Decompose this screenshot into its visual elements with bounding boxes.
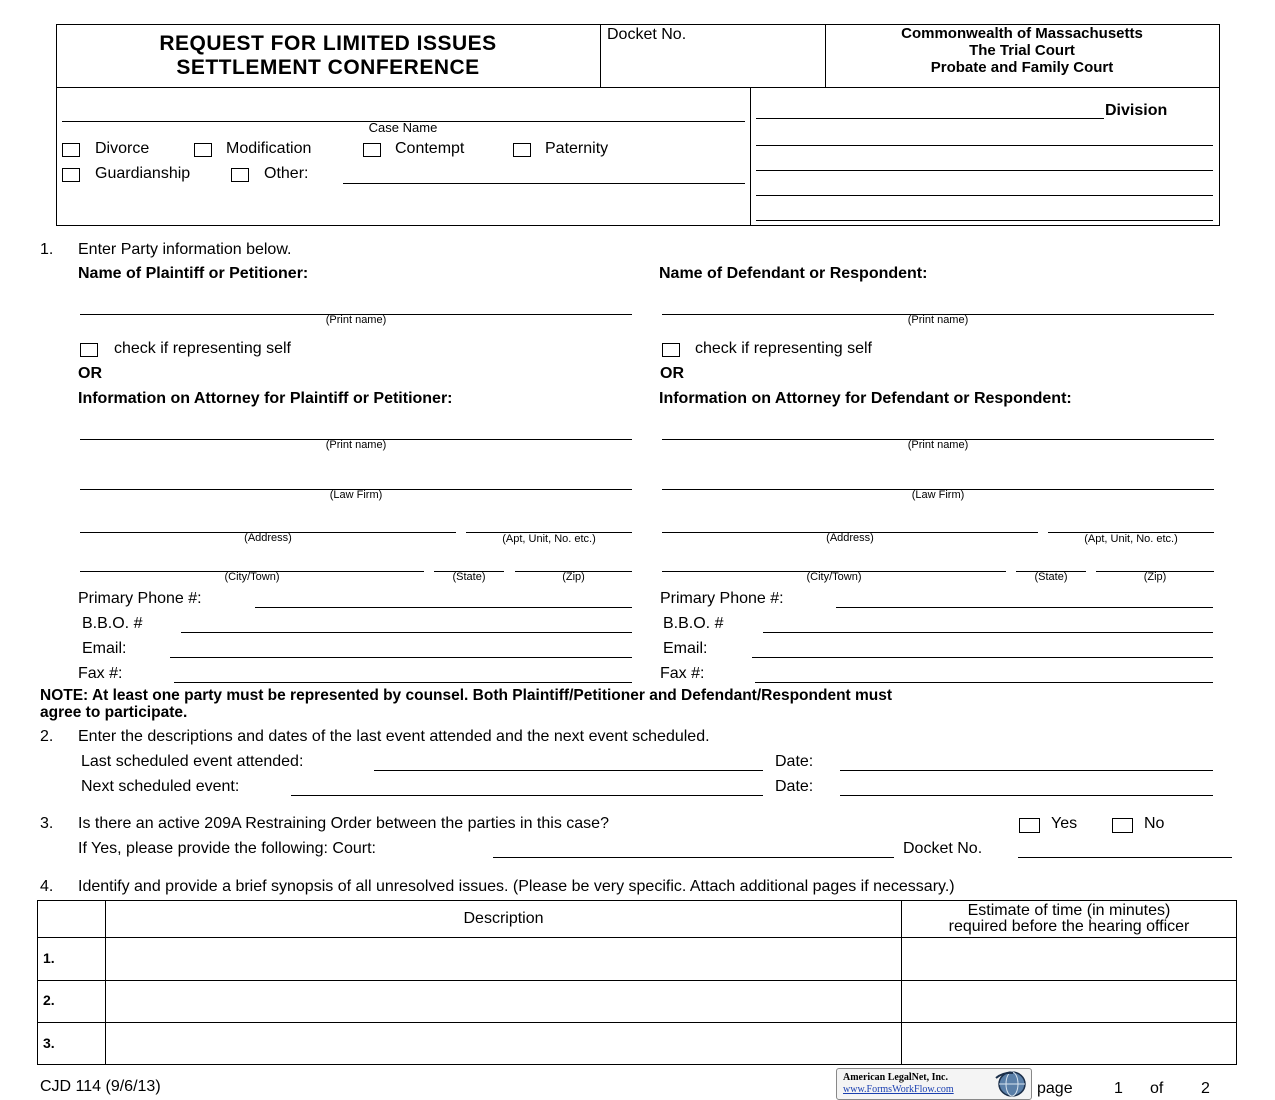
page-number: 1 <box>1114 1080 1123 1097</box>
contempt-label: Contempt <box>395 140 465 157</box>
header-divider-1 <box>600 24 601 88</box>
plaintiff-email-field[interactable] <box>170 657 632 658</box>
last-event-date-field[interactable] <box>840 770 1213 771</box>
next-event-field[interactable] <box>291 795 763 796</box>
plaintiff-self-checkbox[interactable] <box>80 343 98 357</box>
atty-defendant-firm-caption: (Law Firm) <box>911 489 965 501</box>
restraining-no-label: No <box>1144 815 1165 832</box>
atty-defendant-city-caption: (City/Town) <box>806 571 862 583</box>
defendant-or: OR <box>660 365 684 382</box>
defendant-fax-field[interactable] <box>755 682 1213 683</box>
defendant-self-checkbox[interactable] <box>662 343 680 357</box>
divorce-label: Divorce <box>95 140 150 157</box>
restraining-no-checkbox[interactable] <box>1112 818 1133 833</box>
other-label: Other: <box>264 165 309 182</box>
section2-intro: Enter the descriptions and dates of the last event attended and the next event scheduled. <box>78 728 710 745</box>
vendor-logo-name: American LegalNet, Inc. <box>843 1072 948 1083</box>
restraining-yes-checkbox[interactable] <box>1019 818 1040 833</box>
docket-label: Docket No. <box>607 26 687 43</box>
col-estimate-header-2: required before the hearing officer <box>948 918 1190 935</box>
court-line2: The Trial Court <box>969 42 1075 59</box>
restraining-docket-label: Docket No. <box>903 840 983 857</box>
atty-plaintiff-state-caption: (State) <box>452 571 486 583</box>
division-line-5[interactable] <box>756 220 1213 221</box>
atty-plaintiff-city-caption: (City/Town) <box>224 571 280 583</box>
atty-defendant-address-caption: (Address) <box>826 532 874 544</box>
atty-defendant-heading: Information on Attorney for Defendant or Respondent: <box>659 390 1072 407</box>
atty-plaintiff-heading: Information on Attorney for Plaintiff or Petitioner: <box>78 390 453 407</box>
if-yes-court-label: If Yes, please provide the following: Court: <box>78 840 376 857</box>
last-event-label: Last scheduled event attended: <box>81 753 304 770</box>
section1-number: 1. <box>40 241 54 258</box>
division-line-4[interactable] <box>756 195 1213 196</box>
paternity-label: Paternity <box>545 140 609 157</box>
form-id: CJD 114 (9/6/13) <box>40 1078 161 1095</box>
divorce-checkbox[interactable] <box>62 143 80 157</box>
plaintiff-bbo-label: B.B.O. # <box>82 615 143 632</box>
section3-number: 3. <box>40 815 54 832</box>
col-estimate-header-1: Estimate of time (in minutes) <box>967 902 1171 919</box>
form-title-line2: SETTLEMENT CONFERENCE <box>176 56 480 79</box>
atty-defendant-zip-caption: (Zip) <box>1143 571 1167 583</box>
issue-row-2-estimate[interactable] <box>902 981 1236 1022</box>
issue-row-1-estimate[interactable] <box>902 938 1236 980</box>
last-event-date-label: Date: <box>775 753 814 770</box>
page-label: page <box>1037 1080 1073 1097</box>
atty-defendant-state-caption: (State) <box>1034 571 1068 583</box>
defendant-bbo-label: B.B.O. # <box>663 615 724 632</box>
note-line2: agree to participate. <box>40 704 188 721</box>
division-line-3[interactable] <box>756 170 1213 171</box>
section4-intro: Identify and provide a brief synopsis of all unresolved issues. (Please be very specific. Attach additional pages if necessary.) <box>78 878 955 895</box>
plaintiff-fax-field[interactable] <box>174 682 632 683</box>
restraining-docket-field[interactable] <box>1018 857 1232 858</box>
page-total: 2 <box>1201 1080 1210 1097</box>
court-field[interactable] <box>493 857 894 858</box>
defendant-fax-label: Fax #: <box>660 665 705 682</box>
plaintiff-bbo-field[interactable] <box>181 632 632 633</box>
issue-row-3-number: 3. <box>43 1035 55 1051</box>
plaintiff-phone-field[interactable] <box>255 607 632 608</box>
atty-plaintiff-address-caption: (Address) <box>244 532 292 544</box>
plaintiff-self-label: check if representing self <box>114 340 291 357</box>
last-event-field[interactable] <box>374 770 763 771</box>
division-line-2[interactable] <box>756 145 1213 146</box>
atty-plaintiff-apt-caption: (Apt, Unit, No. etc.) <box>502 533 596 545</box>
vendor-logo-url: www.FormsWorkFlow.com <box>843 1084 954 1095</box>
plaintiff-phone-label: Primary Phone #: <box>78 590 202 607</box>
defendant-self-label: check if representing self <box>695 340 872 357</box>
case-name-label: Case Name <box>368 120 438 135</box>
atty-plaintiff-print-caption: (Print name) <box>325 439 387 451</box>
guardianship-label: Guardianship <box>95 165 191 182</box>
restraining-yes-label: Yes <box>1051 815 1078 832</box>
defendant-phone-field[interactable] <box>836 607 1213 608</box>
defendant-email-field[interactable] <box>752 657 1213 658</box>
defendant-print-name-caption: (Print name) <box>907 314 969 326</box>
case-divider <box>750 87 751 226</box>
next-event-label: Next scheduled event: <box>81 778 240 795</box>
section1-intro: Enter Party information below. <box>78 241 292 258</box>
note-line1: NOTE: At least one party must be represented by counsel. Both Plaintiff/Petitioner and Defendant/Respondent must <box>40 687 893 704</box>
plaintiff-heading: Name of Plaintiff or Petitioner: <box>78 265 309 282</box>
vendor-logo <box>836 1068 1032 1100</box>
issue-row-2-description[interactable] <box>106 981 901 1022</box>
atty-defendant-print-caption: (Print name) <box>907 439 969 451</box>
section4-number: 4. <box>40 878 54 895</box>
next-event-date-field[interactable] <box>840 795 1213 796</box>
defendant-bbo-field[interactable] <box>763 632 1213 633</box>
issue-row-1-number: 1. <box>43 950 55 966</box>
court-line1: Commonwealth of Massachusetts <box>901 25 1143 42</box>
court-line3: Probate and Family Court <box>930 59 1114 76</box>
other-checkbox[interactable] <box>231 168 249 182</box>
defendant-phone-label: Primary Phone #: <box>660 590 784 607</box>
col-description-header: Description <box>463 910 544 927</box>
plaintiff-print-name-caption: (Print name) <box>325 314 387 326</box>
plaintiff-email-label: Email: <box>82 640 127 657</box>
globe-icon <box>993 1070 1027 1098</box>
atty-plaintiff-zip-caption: (Zip) <box>562 571 585 583</box>
form-title-line1: REQUEST FOR LIMITED ISSUES <box>159 32 497 55</box>
division-field[interactable] <box>756 118 1104 119</box>
issue-row-3-description[interactable] <box>106 1023 901 1064</box>
division-label: Division <box>1105 102 1168 119</box>
modification-checkbox[interactable] <box>194 143 212 157</box>
issue-row-1-description[interactable] <box>106 938 901 980</box>
other-field[interactable] <box>343 183 745 184</box>
next-event-date-label: Date: <box>775 778 814 795</box>
section2-number: 2. <box>40 728 54 745</box>
atty-plaintiff-firm-caption: (Law Firm) <box>329 489 383 501</box>
contempt-checkbox[interactable] <box>363 143 381 157</box>
plaintiff-or: OR <box>78 365 102 382</box>
guardianship-checkbox[interactable] <box>62 168 80 182</box>
atty-defendant-apt-caption: (Apt, Unit, No. etc.) <box>1084 533 1178 545</box>
plaintiff-fax-label: Fax #: <box>78 665 123 682</box>
modification-label: Modification <box>226 140 312 157</box>
issue-row-2-number: 2. <box>43 992 55 1008</box>
issue-row-3-estimate[interactable] <box>902 1023 1236 1064</box>
paternity-checkbox[interactable] <box>513 143 531 157</box>
defendant-heading: Name of Defendant or Respondent: <box>659 265 928 282</box>
section3-question: Is there an active 209A Restraining Order between the parties in this case? <box>78 815 609 832</box>
defendant-email-label: Email: <box>663 640 708 657</box>
of-label: of <box>1150 1080 1164 1097</box>
